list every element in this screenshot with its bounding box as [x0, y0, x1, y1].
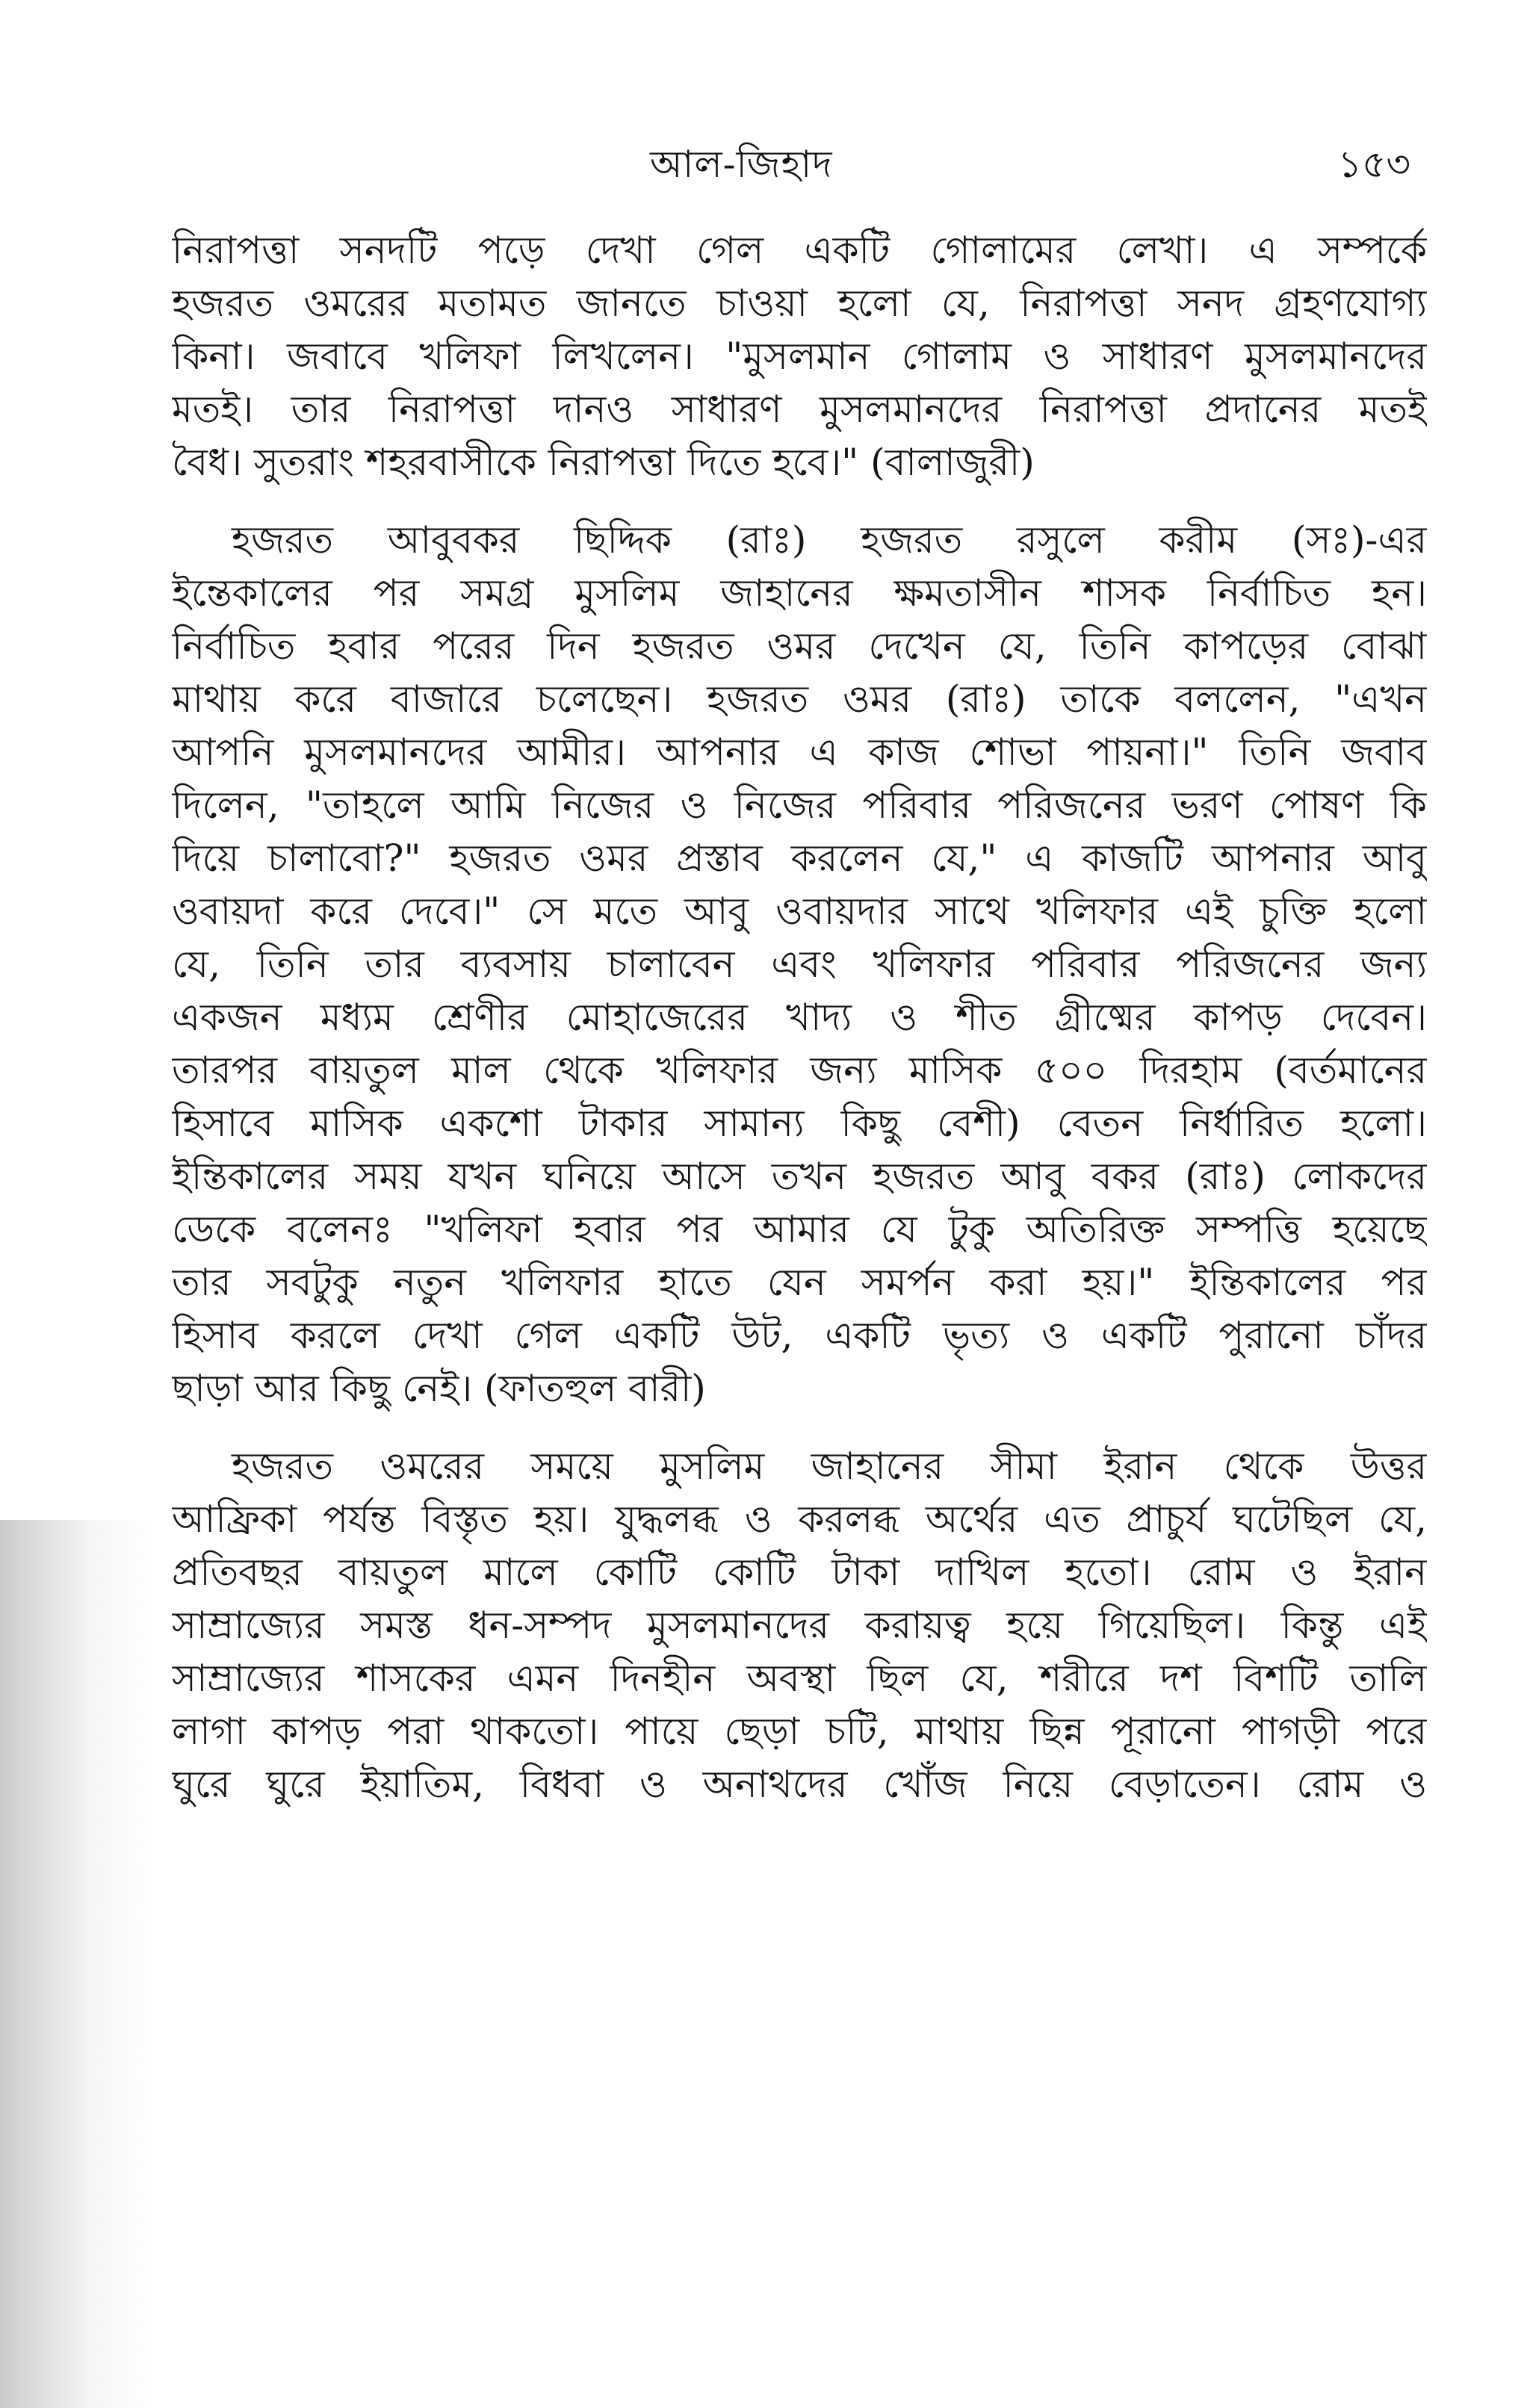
text-line: একজন মধ্যম শ্রেণীর মোহাজেরের খাদ্য ও শীত গ্রীষ্মের কাপড় দেবেন।: [172, 996, 1427, 1039]
text-line: সাম্রাজ্যের শাসকের এমন দিনহীন অবস্থা ছিল যে, শরীরে দশ বিশটি তালি: [172, 1657, 1427, 1700]
text-line: লাগা কাপড় পরা থাকতো। পায়ে ছেড়া চটি, মাথায় ছিন্ন পূরানো পাগড়ী পরে: [172, 1710, 1427, 1753]
text-line: কিনা। জবাবে খলিফা লিখলেন। "মুসলমান গোলাম ও সাধারণ মুসলমানদের: [172, 335, 1427, 378]
scan-edge-shadow: [0, 1520, 157, 2408]
text-line: নিরাপত্তা সনদটি পড়ে দেখা গেল একটি গোলামের লেখা। এ সম্পর্কে: [172, 229, 1427, 272]
text-line: মতই। তার নিরাপত্তা দানও সাধারণ মুসলমানদের নিরাপত্তা প্রদানের মতই: [172, 388, 1427, 431]
text-line: হিসাবে মাসিক একশো টাকার সামান্য কিছু বেশী) বেতন নির্ধারিত হলো।: [172, 1102, 1427, 1145]
text-line: নির্বাচিত হবার পরের দিন হজরত ওমর দেখেন যে, তিনি কাপড়ের বোঝা: [172, 624, 1427, 668]
text-line: দিয়ে চালাবো?" হজরত ওমর প্রস্তাব করলেন যে," এ কাজটি আপনার আবু: [172, 837, 1427, 880]
text-line: ইন্তিকালের সময় যখন ঘনিয়ে আসে তখন হজরত আবু বকর (রাঃ) লোকদের: [172, 1155, 1427, 1198]
text-line: আফ্রিকা পর্যন্ত বিস্তৃত হয়। যুদ্ধলব্ধ ও করলব্ধ অর্থের এত প্রাচুর্য ঘটেছিল যে,: [172, 1498, 1427, 1541]
text-line: বৈধ। সুতরাং শহরবাসীকে নিরাপত্তা দিতে হবে।" (বালাজুরী): [172, 441, 1035, 484]
text-line: ঘুরে ঘুরে ইয়াতিম, বিধবা ও অনাথদের খোঁজ নিয়ে বেড়াতেন। রোম ও: [172, 1763, 1427, 1806]
text-line: আপনি মুসলমানদের আমীর। আপনার এ কাজ শোভা পায়না।" তিনি জবাব: [172, 730, 1427, 774]
text-line: হিসাব করলে দেখা গেল একটি উট, একটি ভৃত্য ও একটি পুরানো চাঁদর: [172, 1314, 1427, 1357]
paragraph-2: [172, 514, 1427, 1415]
paragraph-1: [172, 224, 1427, 489]
paragraph-3: [172, 1440, 1427, 1811]
text-line: দিলেন, "তাহলে আমি নিজের ও নিজের পরিবার পরিজনের ভরণ পোষণ কি: [172, 783, 1427, 827]
text-line: ওবায়দা করে দেবে।" সে মতে আবু ওবায়দার সাথে খলিফার এই চুক্তি হলো: [172, 890, 1427, 933]
text-line: তারপর বায়তুল মাল থেকে খলিফার জন্য মাসিক ৫০০ দিরহাম (বর্তমানের: [172, 1049, 1427, 1092]
body-text: [172, 224, 1427, 2360]
text-line: প্রতিবছর বায়তুল মালে কোটি কোটি টাকা দাখিল হতো। রোম ও ইরান: [172, 1551, 1427, 1594]
text-line: ছাড়া আর কিছু নেই। (ফাতহুল বারী): [172, 1367, 706, 1410]
text-line: ইন্তেকালের পর সমগ্র মুসলিম জাহানের ক্ষমতাসীন শাসক নির্বাচিত হন।: [172, 571, 1427, 615]
text-line: যে, তিনি তার ব্যবসায় চালাবেন এবং খলিফার পরিবার পরিজনের জন্য: [172, 943, 1427, 986]
running-title: আল-জিহাদ: [650, 143, 833, 186]
running-header: [0, 134, 1530, 194]
text-line: তার সবটুকু নতুন খলিফার হাতে যেন সমর্পন করা হয়।" ইন্তিকালের পর: [172, 1261, 1427, 1304]
text-line: হজরত ওমরের সময়ে মুসলিম জাহানের সীমা ইরান থেকে উত্তর: [232, 1445, 1427, 1488]
text-line: হজরত ওমরের মতামত জানতে চাওয়া হলো যে, নিরাপত্তা সনদ গ্রহণযোগ্য: [172, 282, 1427, 325]
page-number: ১৫৩: [1337, 143, 1410, 186]
text-line: ডেকে বলেনঃ "খলিফা হবার পর আমার যে টুকু অতিরিক্ত সম্পত্তি হয়েছে: [172, 1208, 1427, 1251]
text-line: সাম্রাজ্যের সমস্ত ধন-সম্পদ মুসলমানদের করায়ত্ব হয়ে গিয়েছিল। কিন্তু এই: [172, 1604, 1427, 1647]
text-line: মাথায় করে বাজারে চলেছেন। হজরত ওমর (রাঃ) তাকে বললেন, "এখন: [172, 677, 1427, 721]
text-line: হজরত আবুবকর ছিদ্দিক (রাঃ) হজরত রসুলে করীম (সঃ)-এর: [232, 518, 1427, 562]
